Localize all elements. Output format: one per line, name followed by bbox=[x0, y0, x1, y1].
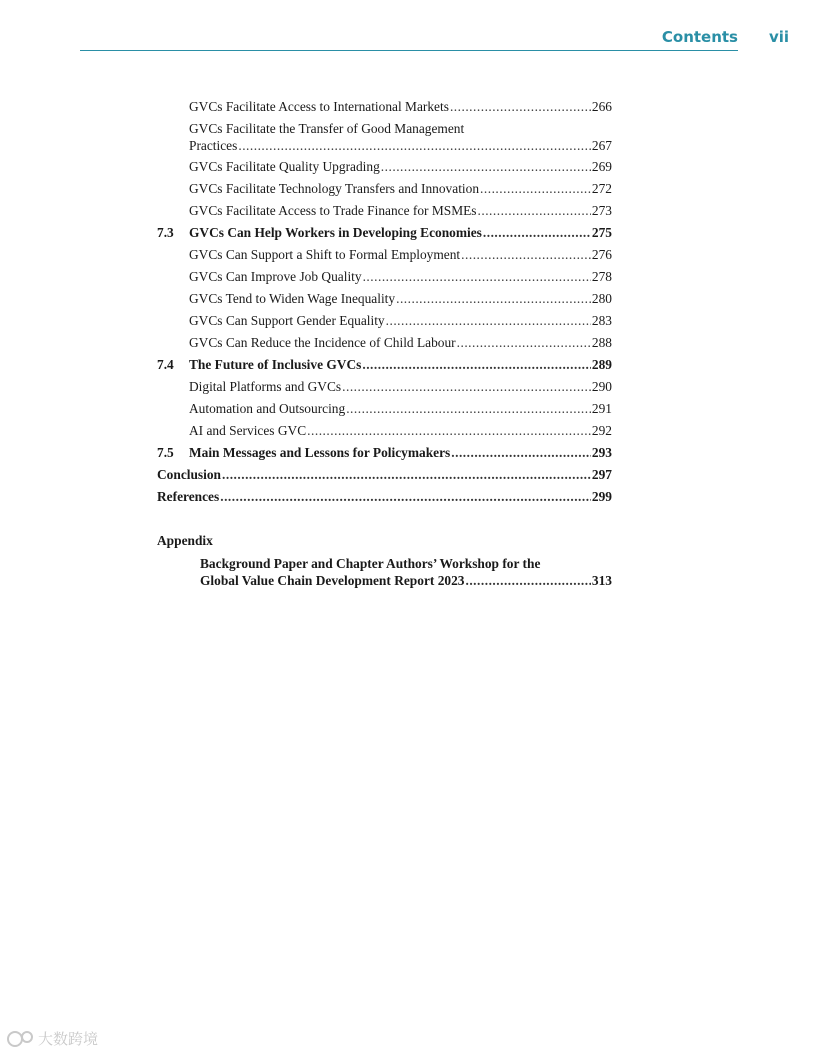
toc-entry-title: GVCs Facilitate Quality Upgrading bbox=[189, 159, 380, 174]
page-number: vii bbox=[768, 28, 789, 46]
toc-entry-title: GVCs Can Reduce the Incidence of Child Labour bbox=[189, 335, 456, 350]
dot-leader bbox=[483, 224, 591, 241]
dot-leader bbox=[238, 137, 591, 154]
dot-leader bbox=[220, 488, 591, 505]
dot-leader bbox=[362, 356, 591, 373]
dot-leader bbox=[465, 572, 590, 589]
toc-entry-title: GVCs Facilitate the Transfer of Good Management bbox=[189, 121, 465, 136]
toc-entry[interactable] bbox=[157, 400, 612, 422]
toc-entry-title: GVCs Can Support a Shift to Formal Employment bbox=[189, 247, 461, 262]
toc-entry-title: GVCs Can Support Gender Equality bbox=[189, 313, 385, 328]
toc-entry[interactable] bbox=[157, 180, 612, 202]
dot-leader bbox=[346, 400, 591, 417]
toc-entry-title: AI and Services GVC bbox=[189, 423, 307, 438]
toc-entry-page: 280 bbox=[591, 291, 612, 306]
toc-entry[interactable] bbox=[157, 158, 612, 180]
dot-leader bbox=[461, 246, 591, 263]
section-page: 299 bbox=[591, 489, 612, 504]
toc-entry-page: 266 bbox=[591, 99, 612, 114]
toc-conclusion[interactable] bbox=[157, 466, 612, 488]
section-number: 7.3 bbox=[157, 225, 174, 240]
toc-entry[interactable] bbox=[157, 290, 612, 312]
watermark-text: 大数跨境 bbox=[38, 1030, 99, 1048]
running-header-title: Contents bbox=[661, 28, 738, 46]
watermark bbox=[6, 1028, 98, 1049]
header-divider bbox=[80, 50, 738, 51]
appendix-entry-title-continued: Global Value Chain Development Report 2023 bbox=[200, 573, 465, 588]
dot-leader bbox=[307, 422, 591, 439]
watermark-logo-icon bbox=[6, 1029, 36, 1049]
toc-entry[interactable] bbox=[157, 312, 612, 334]
dot-leader bbox=[222, 466, 591, 483]
toc-section-7-4[interactable] bbox=[157, 356, 612, 378]
toc-appendix-entry[interactable] bbox=[200, 555, 612, 589]
toc-entry-title: Digital Platforms and GVCs bbox=[189, 379, 342, 394]
dot-leader bbox=[450, 98, 591, 115]
appendix-entry-title: Background Paper and Chapter Authors’ Workshop for the bbox=[200, 556, 541, 571]
section-title: References bbox=[157, 489, 220, 504]
dot-leader bbox=[478, 202, 591, 219]
toc-entry-page: 283 bbox=[591, 313, 612, 328]
toc-entry-title: GVCs Can Improve Job Quality bbox=[189, 269, 362, 284]
dot-leader bbox=[396, 290, 591, 307]
section-page: 289 bbox=[591, 357, 612, 372]
toc-entry-title-continued: Practices bbox=[189, 138, 238, 153]
toc-entry-page: 272 bbox=[591, 181, 612, 196]
toc-section-7-5[interactable] bbox=[157, 444, 612, 466]
section-title: The Future of Inclusive GVCs bbox=[189, 357, 362, 372]
toc-section-7-3[interactable] bbox=[157, 224, 612, 246]
toc-entry-page: 278 bbox=[591, 269, 612, 284]
section-page: 297 bbox=[591, 467, 612, 482]
toc-entry-title: GVCs Facilitate Access to International Markets bbox=[189, 99, 449, 114]
dot-leader bbox=[342, 378, 591, 395]
dot-leader bbox=[457, 334, 591, 351]
toc-entry[interactable] bbox=[157, 268, 612, 290]
dot-leader bbox=[363, 268, 591, 285]
toc-entry-page: 273 bbox=[591, 203, 612, 218]
dot-leader bbox=[480, 180, 591, 197]
toc-entry[interactable] bbox=[157, 98, 612, 120]
toc-entry-title: Automation and Outsourcing bbox=[189, 401, 346, 416]
toc-entry-page: 292 bbox=[591, 423, 612, 438]
toc-entry[interactable] bbox=[157, 422, 612, 444]
section-number: 7.5 bbox=[157, 445, 174, 460]
dot-leader bbox=[386, 312, 591, 329]
toc-references[interactable] bbox=[157, 488, 612, 510]
toc-entry[interactable] bbox=[157, 246, 612, 268]
section-number: 7.4 bbox=[157, 357, 174, 372]
toc-entry[interactable] bbox=[157, 202, 612, 224]
section-title: Conclusion bbox=[157, 467, 221, 482]
table-of-contents bbox=[157, 98, 612, 510]
appendix-heading: Appendix bbox=[157, 533, 213, 548]
section-title: Main Messages and Lessons for Policymakers bbox=[189, 445, 451, 460]
dot-leader bbox=[381, 158, 591, 175]
toc-entry-page: 269 bbox=[591, 159, 612, 174]
toc-entry-title: GVCs Tend to Widen Wage Inequality bbox=[189, 291, 396, 306]
toc-entry[interactable] bbox=[157, 378, 612, 400]
section-title: GVCs Can Help Workers in Developing Economies bbox=[189, 225, 482, 240]
toc-entry[interactable] bbox=[157, 334, 612, 356]
toc-entry-title: GVCs Facilitate Access to Trade Finance for MSMEs bbox=[189, 203, 477, 218]
toc-entry[interactable] bbox=[157, 120, 612, 158]
toc-entry-page: 290 bbox=[591, 379, 612, 394]
toc-entry-page: 291 bbox=[591, 401, 612, 416]
dot-leader bbox=[451, 444, 591, 461]
toc-entry-page: 267 bbox=[591, 138, 612, 153]
toc-entry-page: 288 bbox=[591, 335, 612, 350]
toc-entry-page: 276 bbox=[591, 247, 612, 262]
appendix-entry-page: 313 bbox=[591, 573, 612, 588]
section-page: 275 bbox=[591, 225, 612, 240]
section-page: 293 bbox=[591, 445, 612, 460]
toc-entry-title: GVCs Facilitate Technology Transfers and Innovation bbox=[189, 181, 480, 196]
